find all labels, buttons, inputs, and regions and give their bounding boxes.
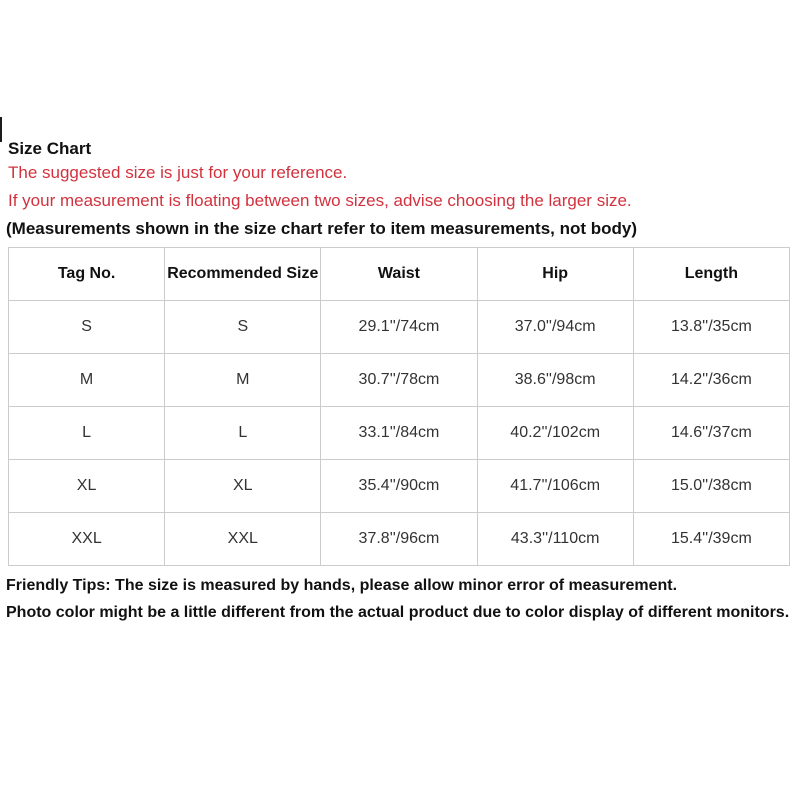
table-cell: 37.0''/94cm [477, 301, 633, 354]
table-cell: 15.0''/38cm [633, 460, 789, 513]
table-cell: XL [165, 460, 321, 513]
table-cell: 13.8''/35cm [633, 301, 789, 354]
red-note-sizing-advice: If your measurement is floating between two sizes, advise choosing the larger size. [8, 191, 632, 210]
table-cell: XXL [9, 513, 165, 566]
table-cell: 14.6''/37cm [633, 407, 789, 460]
table-cell: 38.6''/98cm [477, 354, 633, 407]
red-note-reference: The suggested size is just for your reference. [8, 163, 348, 182]
size-chart-table [8, 247, 790, 566]
table-cell: 15.4''/39cm [633, 513, 789, 566]
table-cell: M [9, 354, 165, 407]
table-cell: XXL [165, 513, 321, 566]
table-row-xl [9, 460, 790, 513]
table-cell: 37.8''/96cm [321, 513, 477, 566]
table-cell: 29.1''/74cm [321, 301, 477, 354]
table-cell: 35.4''/90cm [321, 460, 477, 513]
table-cell: L [9, 407, 165, 460]
measurement-note: (Measurements shown in the size chart refer to item measurements, not body) [6, 219, 638, 238]
table-cell: L [165, 407, 321, 460]
table-header-row [9, 248, 790, 301]
table-cell: 14.2''/36cm [633, 354, 789, 407]
table-cell: S [165, 301, 321, 354]
table-cell: S [9, 301, 165, 354]
column-header-recommended-size: Recommended Size [165, 248, 321, 301]
column-header-tag-no: Tag No. [9, 248, 165, 301]
table-cell: 30.7''/78cm [321, 354, 477, 407]
table-row-m [9, 354, 790, 407]
photo-color-note: Photo color might be a little different from the actual product due to color display of different monitors. [6, 604, 790, 621]
table-cell: M [165, 354, 321, 407]
page-title: Size Chart [8, 139, 92, 158]
table-cell: 40.2''/102cm [477, 407, 633, 460]
friendly-tips-note: Friendly Tips: The size is measured by hands, please allow minor error of measurement. [6, 577, 678, 594]
table-cell: 33.1''/84cm [321, 407, 477, 460]
table-row-xxl [9, 513, 790, 566]
table-cell: 41.7''/106cm [477, 460, 633, 513]
column-header-length: Length [633, 248, 789, 301]
table-cell: 43.3''/110cm [477, 513, 633, 566]
edge-mark [0, 117, 2, 142]
table-row-s [9, 301, 790, 354]
table-row-l [9, 407, 790, 460]
column-header-waist: Waist [321, 248, 477, 301]
table-cell: XL [9, 460, 165, 513]
column-header-hip: Hip [477, 248, 633, 301]
